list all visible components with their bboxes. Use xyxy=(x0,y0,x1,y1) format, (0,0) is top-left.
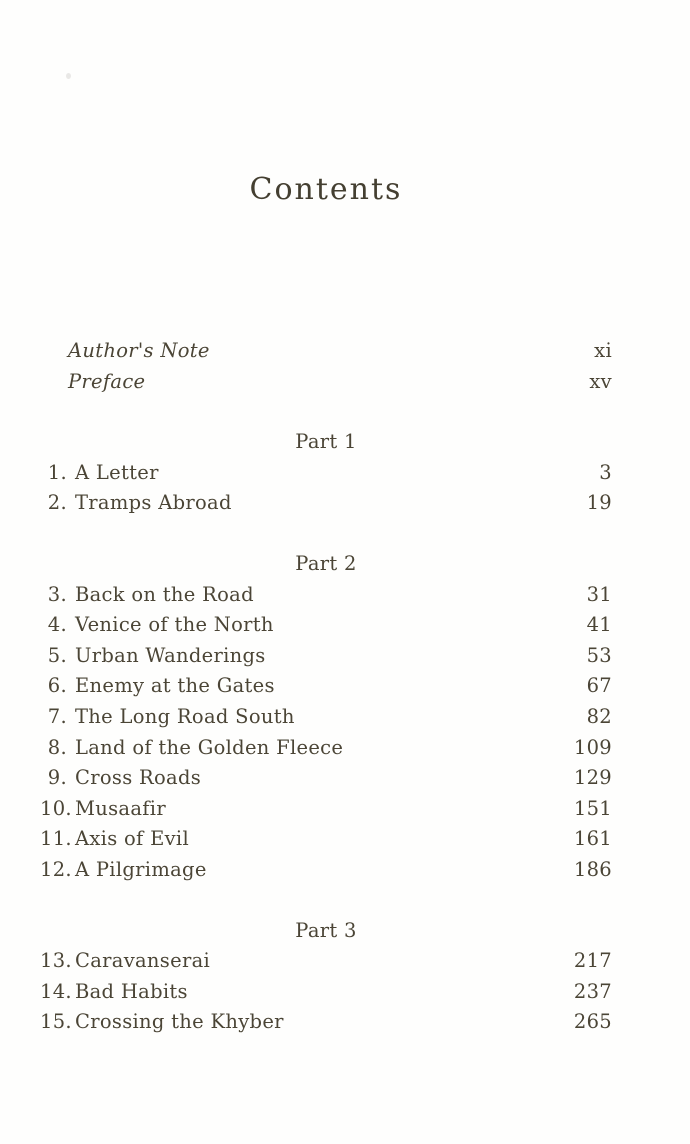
front-matter-row xyxy=(40,367,612,398)
chapter-title: Back on the Road xyxy=(75,582,254,606)
chapter-number: 8. xyxy=(47,735,67,759)
chapter-row xyxy=(40,671,612,702)
chapter-row xyxy=(40,946,612,977)
chapter-row xyxy=(40,733,612,764)
chapter-title: Tramps Abroad xyxy=(75,491,232,515)
front-matter-label: Author's Note xyxy=(68,339,210,362)
chapter-title: Cross Roads xyxy=(75,766,202,790)
chapter-title: Venice of the North xyxy=(75,613,274,637)
chapter-row xyxy=(40,488,612,519)
chapter-number: 9. xyxy=(47,766,67,790)
chapter-page-number: 217 xyxy=(573,949,612,973)
chapter-row xyxy=(40,702,612,733)
parts-container xyxy=(40,427,612,1038)
page-title: Contents xyxy=(249,172,403,207)
chapter-row xyxy=(40,610,612,641)
chapter-list xyxy=(40,946,612,1038)
front-matter-page-number: xv xyxy=(589,369,612,393)
chapter-title: Bad Habits xyxy=(75,979,188,1003)
front-matter-row xyxy=(40,336,612,367)
chapter-page-number: 19 xyxy=(586,491,612,515)
chapter-number: 2. xyxy=(47,491,67,515)
chapter-page-number: 31 xyxy=(586,582,612,606)
chapter-number: 10. xyxy=(40,796,72,820)
chapter-number: 11. xyxy=(40,827,72,851)
chapter-title: Crossing the Khyber xyxy=(75,1010,284,1034)
chapter-page-number: 67 xyxy=(586,674,612,698)
chapter-title: The Long Road South xyxy=(75,704,295,728)
chapter-number: 12. xyxy=(40,857,72,881)
chapter-title: Musaafir xyxy=(75,796,166,820)
chapter-number: 3. xyxy=(47,582,67,606)
chapter-number: 5. xyxy=(47,643,67,667)
chapter-row xyxy=(40,763,612,794)
chapter-row xyxy=(40,1007,612,1038)
chapter-page-number: 265 xyxy=(573,1010,612,1034)
chapter-number: 13. xyxy=(40,949,72,973)
chapter-number: 6. xyxy=(47,674,67,698)
chapter-row xyxy=(40,855,612,886)
chapter-list xyxy=(40,458,612,519)
chapter-title: Axis of Evil xyxy=(75,827,190,851)
chapter-list xyxy=(40,580,612,886)
chapter-page-number: 129 xyxy=(573,766,612,790)
chapter-page-number: 237 xyxy=(573,979,612,1003)
chapter-title: Urban Wanderings xyxy=(75,643,266,667)
chapter-title: A Letter xyxy=(75,460,159,484)
chapter-row xyxy=(40,641,612,672)
chapter-number: 1. xyxy=(47,460,67,484)
chapter-row xyxy=(40,977,612,1008)
chapter-page-number: 53 xyxy=(586,643,612,667)
chapter-row xyxy=(40,824,612,855)
part-section xyxy=(40,549,612,886)
chapter-number: 7. xyxy=(47,704,67,728)
part-heading: Part 3 xyxy=(295,918,357,942)
chapter-page-number: 109 xyxy=(573,735,612,759)
chapter-page-number: 41 xyxy=(586,613,612,637)
chapter-page-number: 161 xyxy=(573,827,612,851)
table-of-contents xyxy=(40,336,612,1038)
chapter-title: Enemy at the Gates xyxy=(75,674,275,698)
front-matter xyxy=(40,336,612,397)
part-section xyxy=(40,427,612,519)
chapter-number: 15. xyxy=(40,1010,72,1034)
scan-artifact xyxy=(66,73,71,79)
chapter-row xyxy=(40,794,612,825)
chapter-page-number: 3 xyxy=(599,460,612,484)
front-matter-label: Preface xyxy=(68,369,146,393)
part-section xyxy=(40,916,612,1038)
chapter-page-number: 151 xyxy=(573,796,612,820)
chapter-title: Land of the Golden Fleece xyxy=(75,735,344,759)
part-heading: Part 1 xyxy=(295,430,357,454)
chapter-row xyxy=(40,580,612,611)
chapter-title: Caravanserai xyxy=(75,949,211,973)
chapter-row xyxy=(40,458,612,489)
chapter-title: A Pilgrimage xyxy=(75,857,207,881)
chapter-number: 14. xyxy=(40,979,72,1003)
chapter-number: 4. xyxy=(47,613,67,637)
chapter-page-number: 82 xyxy=(586,704,612,728)
front-matter-page-number: xi xyxy=(594,339,612,362)
part-heading: Part 2 xyxy=(295,551,357,575)
chapter-page-number: 186 xyxy=(573,857,612,881)
